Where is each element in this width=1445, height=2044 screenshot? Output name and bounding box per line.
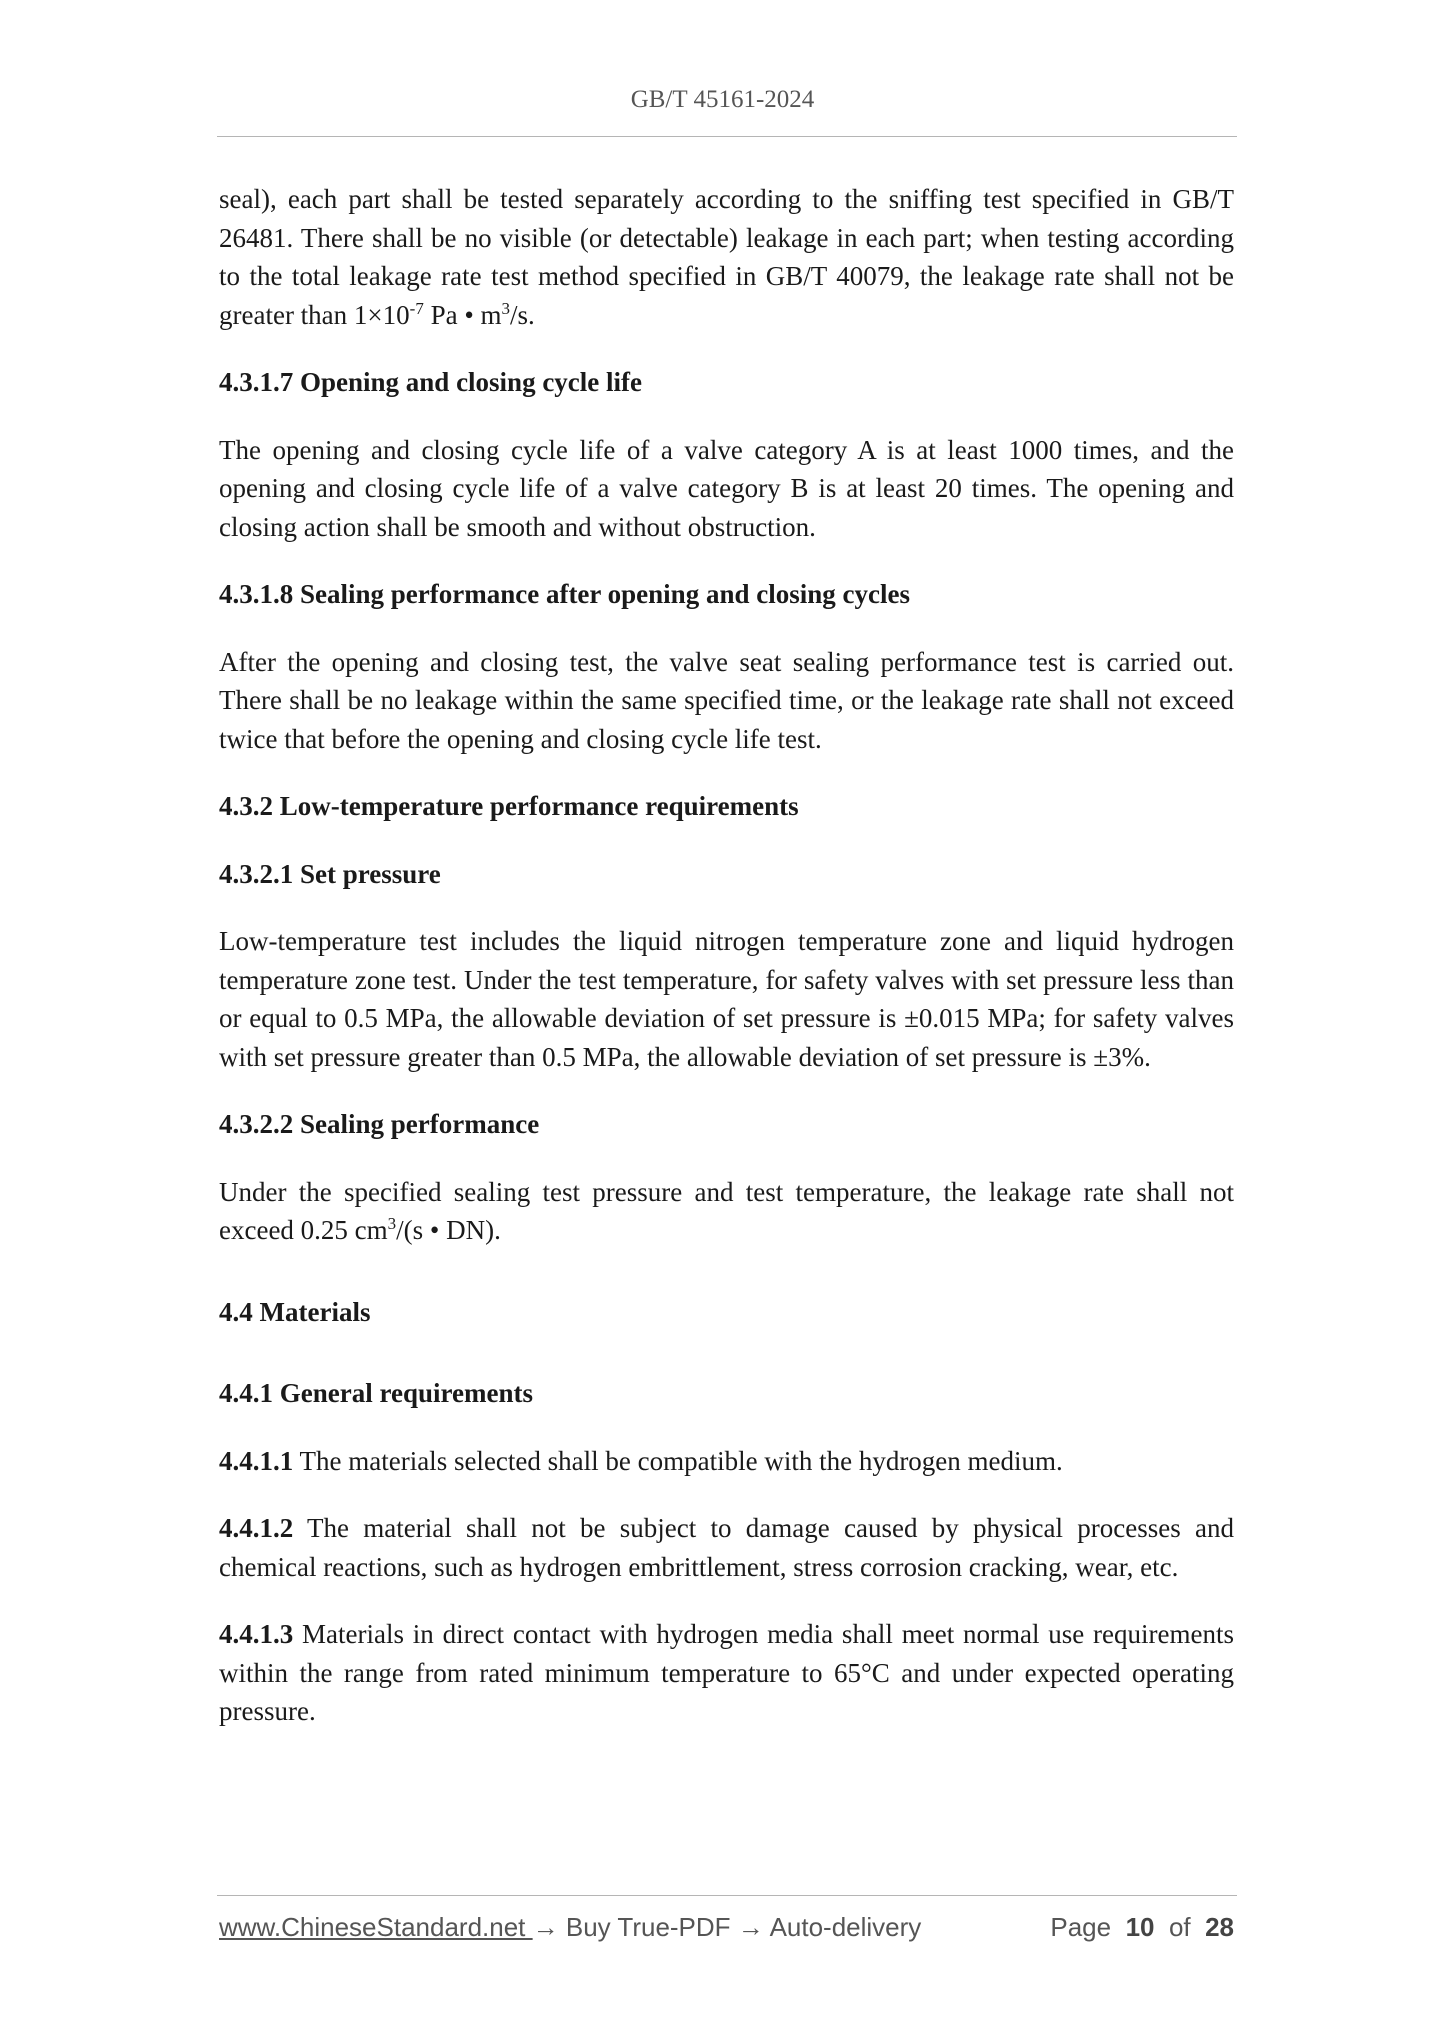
clause-text: The material shall not be subject to damage caused by physical processes and chemical reactions, such as hydrogen embrittlement, stress corrosion cracking, wear, etc. bbox=[219, 1513, 1234, 1582]
section-heading-4-3-1-8: 4.3.1.8 Sealing performance after opening and closing cycles bbox=[219, 579, 910, 609]
clause-number: 4.4.1.1 bbox=[219, 1445, 294, 1476]
page-label: Page bbox=[1050, 1912, 1112, 1942]
paragraph-continued-seal bbox=[219, 180, 1234, 334]
superscript-exponent: 3 bbox=[387, 1214, 397, 1233]
clause-text: Materials in direct contact with hydrogen media shall meet normal use requirements within the range from rated minimum temperature to 65°C and under expected operating pressure. bbox=[219, 1619, 1234, 1726]
paragraph-text: /(s • DN). bbox=[396, 1215, 501, 1245]
superscript-exponent: -7 bbox=[409, 298, 424, 318]
clause-4-4-1-1 bbox=[219, 1442, 1234, 1481]
paragraph-text: Under the specified sealing test pressure and test temperature, the leakage rate shall not exceed 0.25 cm bbox=[219, 1176, 1234, 1245]
footer-promo bbox=[219, 1912, 921, 1943]
current-page-number: 10 bbox=[1125, 1912, 1155, 1942]
section-heading-4-3-2-2: 4.3.2.2 Sealing performance bbox=[219, 1109, 540, 1139]
section-heading-4-3-1-7: 4.3.1.7 Opening and closing cycle life bbox=[219, 367, 643, 397]
website-link[interactable]: www.ChineseStandard.net bbox=[219, 1912, 533, 1942]
section-heading-4-4-1: 4.4.1 General requirements bbox=[219, 1378, 533, 1408]
superscript-exponent: 3 bbox=[501, 298, 511, 318]
page-indicator bbox=[1050, 1912, 1234, 1943]
paragraph-low-temp-sealing bbox=[219, 1173, 1234, 1250]
paragraph-cycle-life: The opening and closing cycle life of a valve category A is at least 1000 times, and the opening and closing cycle life of a valve category B is at least 20 times. The opening and closing action shall be smooth and without obstruction. bbox=[219, 434, 1234, 542]
header-divider bbox=[217, 136, 1237, 137]
clause-text: The materials selected shall be compatible with the hydrogen medium. bbox=[293, 1445, 1063, 1476]
paragraph-text: /s. bbox=[510, 299, 535, 330]
clause-number: 4.4.1.2 bbox=[219, 1513, 294, 1543]
paragraph-set-pressure: Low-temperature test includes the liquid nitrogen temperature zone and liquid hydrogen temperature zone test. Under the test temperature, for safety valves with set pressure less than or equal to 0.5 MPa, the allowable deviation of set pressure is ±0.015 MPa; for safety valves with set pressure greater than 0.5 MPa, the allowable deviation of set pressure is ±3%. bbox=[219, 926, 1234, 1072]
paragraph-text: seal), each part shall be tested separately according to the sniffing test specified in GB/T 26481. There shall be no visible (or detectable) leakage in each part; when testing according to the total leakage rate test method specified in GB/T 40079, the leakage rate shall not be greater than 1×10 bbox=[219, 184, 1234, 330]
footer-nav-text: → Buy True-PDF → Auto-delivery bbox=[532, 1912, 922, 1942]
of-label: of bbox=[1168, 1912, 1191, 1942]
header-document-id: GB/T 45161-2024 bbox=[630, 86, 815, 113]
total-pages: 28 bbox=[1205, 1912, 1234, 1942]
paragraph-sealing-after-cycles: After the opening and closing test, the valve seat sealing performance test is carried out. There shall be no leakage within the same specified time, or the leakage rate shall not exceed twice that before the opening and closing cycle life test. bbox=[219, 646, 1234, 754]
clause-4-4-1-3 bbox=[219, 1615, 1234, 1731]
page-body bbox=[219, 180, 1234, 1731]
clause-4-4-1-2 bbox=[219, 1509, 1234, 1586]
paragraph-text: Pa • m bbox=[423, 299, 502, 330]
page-footer bbox=[219, 1912, 1234, 1948]
section-heading-4-3-2: 4.3.2 Low-temperature performance requirements bbox=[219, 791, 799, 821]
section-heading-4-3-2-1: 4.3.2.1 Set pressure bbox=[219, 858, 441, 889]
clause-number: 4.4.1.3 bbox=[219, 1619, 294, 1649]
footer-divider bbox=[217, 1895, 1237, 1896]
section-heading-4-4: 4.4 Materials bbox=[219, 1296, 371, 1327]
